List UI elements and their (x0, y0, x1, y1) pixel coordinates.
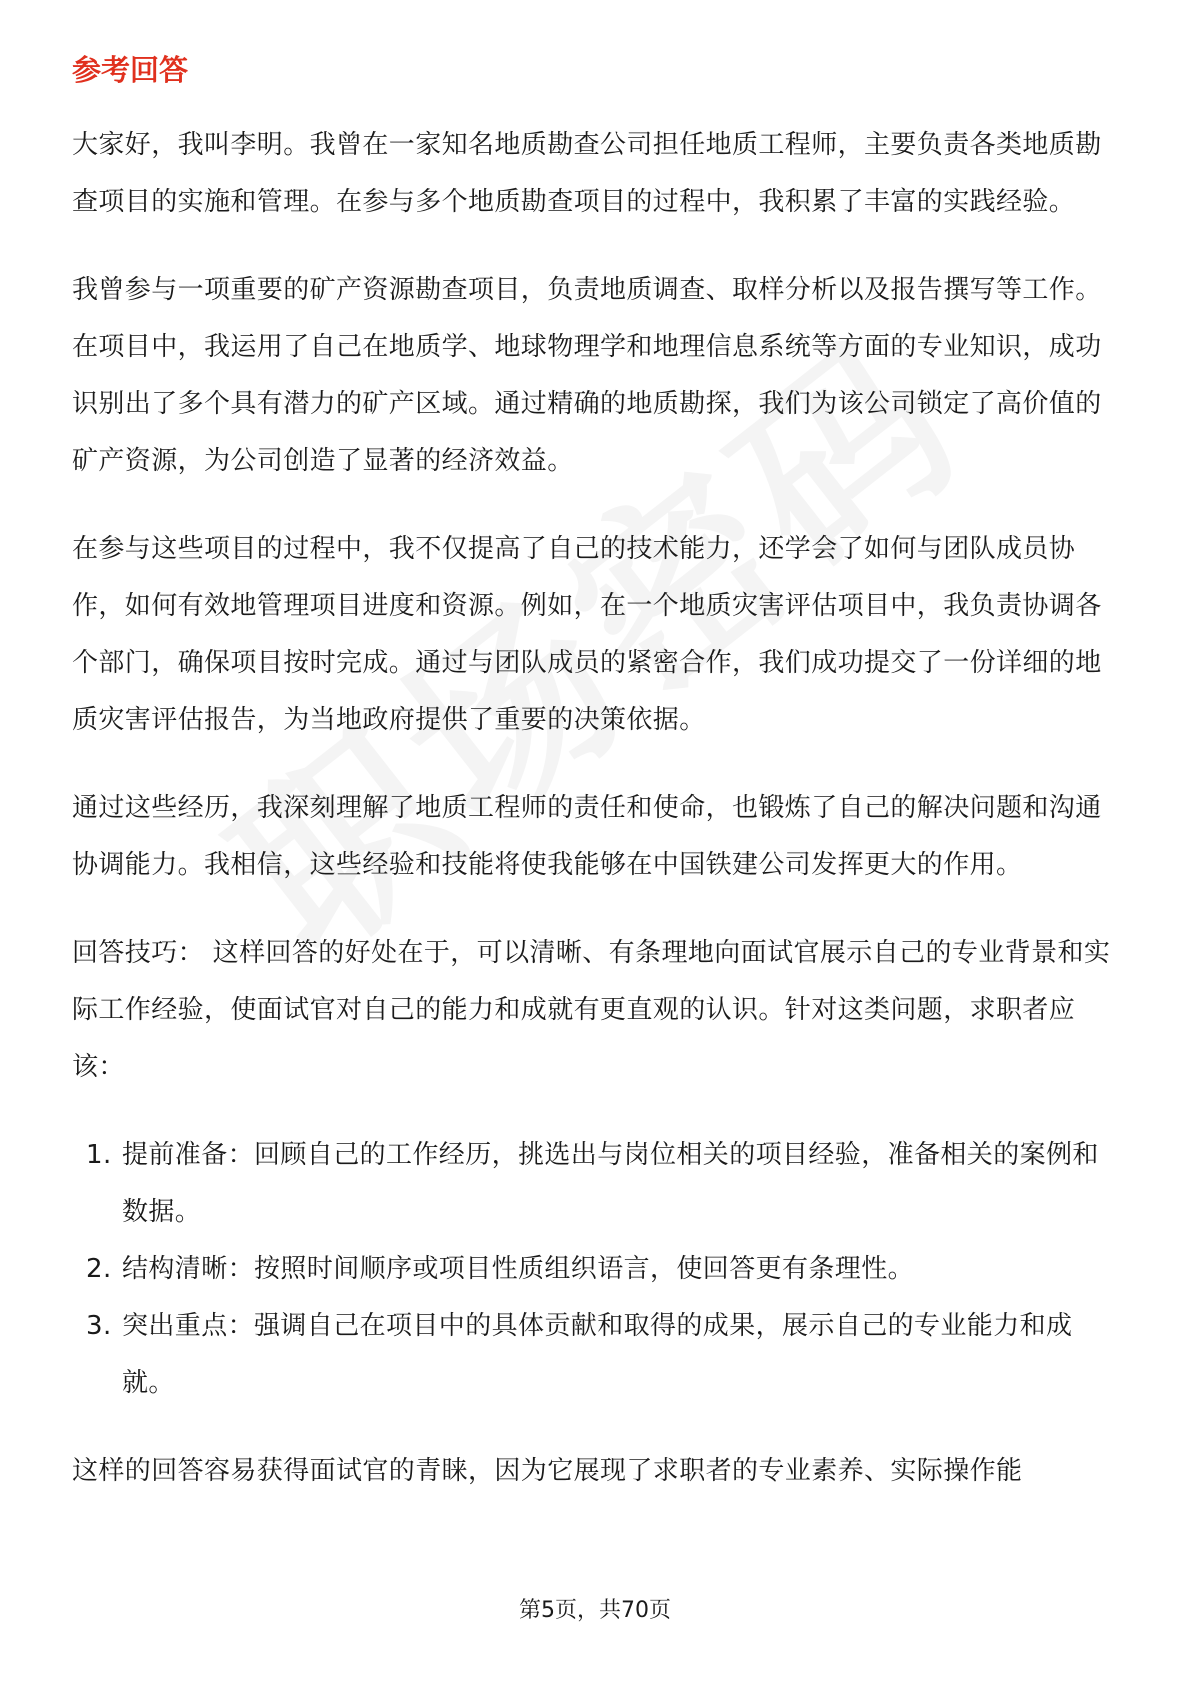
document-body (72, 48, 1122, 1531)
page-number-footer: 第5页，共70页 (519, 1598, 671, 1623)
paragraph-conclusion: 通过这些经历，我深刻理解了地质工程师的责任和使命，也锻炼了自己的解决问题和沟通协调能力。我相信，这些经验和技能将使我能够在中国铁建公司发挥更大的作用。 (72, 793, 1102, 880)
list-item-number: 2. (86, 1254, 112, 1284)
list-item-number: 1. (86, 1140, 112, 1170)
tips-list (72, 1127, 1122, 1412)
list-item-number: 3. (86, 1311, 112, 1341)
list-item (72, 1127, 1122, 1241)
paragraph-tips-intro: 回答技巧： 这样回答的好处在于，可以清晰、有条理地向面试官展示自己的专业背景和实际工作经验，使面试官对自己的能力和成就有更直观的认识。针对这类问题，求职者应该： (72, 938, 1111, 1082)
section-heading: 参考回答 (72, 53, 189, 87)
paragraph-teamwork: 在参与这些项目的过程中，我不仅提高了自己的技术能力，还学会了如何与团队成员协作，如何有效地管理项目进度和资源。例如，在一个地质灾害评估项目中，我负责协调各个部门，确保项目按时完成。通过与团队成员的紧密合作，我们成功提交了一份详细的地质灾害评估报告，为当地政府提供了重要的决策依据。 (72, 534, 1102, 735)
paragraph-closing: 这样的回答容易获得面试官的青睐，因为它展现了求职者的专业素养、实际操作能 (72, 1456, 1023, 1486)
list-item-text: 提前准备：回顾自己的工作经历，挑选出与岗位相关的项目经验，准备相关的案例和数据。 (122, 1140, 1099, 1227)
list-item (72, 1298, 1122, 1412)
paragraph-project: 我曾参与一项重要的矿产资源勘查项目，负责地质调查、取样分析以及报告撰写等工作。在项目中，我运用了自己在地质学、地球物理学和地理信息系统等方面的专业知识，成功识别出了多个具有潜力的矿产区域。通过精确的地质勘探，我们为该公司锁定了高价值的矿产资源，为公司创造了显著的经济效益。 (72, 275, 1102, 476)
list-item-text: 突出重点：强调自己在项目中的具体贡献和取得的成果，展示自己的专业能力和成就。 (122, 1311, 1073, 1398)
list-item (72, 1241, 1122, 1298)
paragraph-intro: 大家好，我叫李明。我曾在一家知名地质勘查公司担任地质工程师，主要负责各类地质勘查项目的实施和管理。在参与多个地质勘查项目的过程中，我积累了丰富的实践经验。 (72, 130, 1102, 217)
list-item-text: 结构清晰：按照时间顺序或项目性质组织语言，使回答更有条理性。 (122, 1254, 915, 1284)
